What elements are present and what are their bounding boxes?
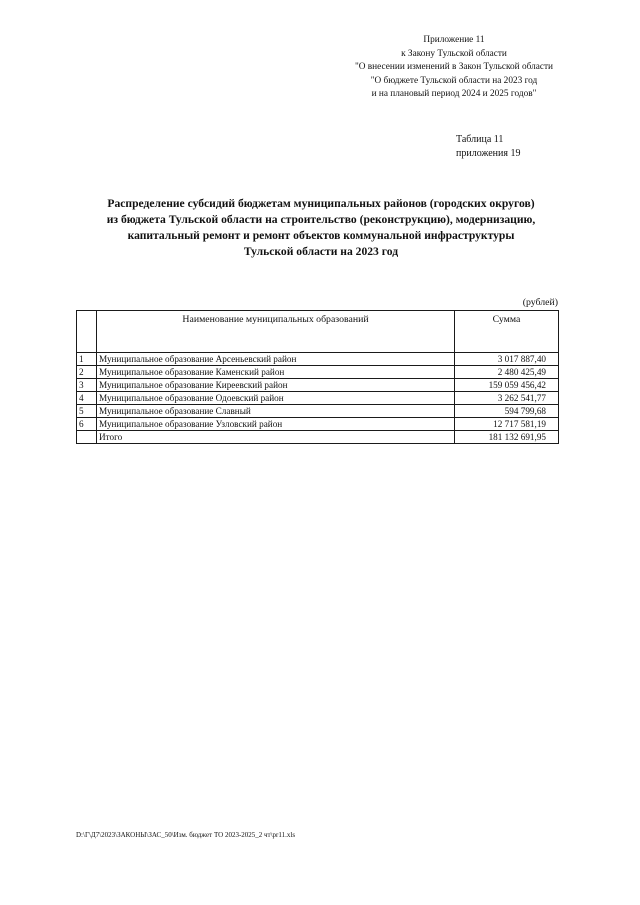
total-amount: 181 132 691,95 [455,431,559,444]
table-row [77,418,559,431]
table-header-row [77,311,559,353]
table-reference-line: приложения 19 [456,148,521,159]
row-name: Муниципальное образование Одоевский район [97,392,455,405]
table-reference-line: Таблица 11 [456,134,504,145]
appendix-header [330,34,578,102]
table-reference [456,133,546,161]
row-amount: 2 480 425,49 [455,366,559,379]
row-number: 6 [77,418,97,431]
row-number: 4 [77,392,97,405]
document-title-line: из бюджета Тульской области на строительство (реконструкцию), модернизацию, [106,213,536,226]
table-total-row [77,431,559,444]
total-number [77,431,97,444]
total-label: Итого [97,431,455,444]
row-number: 3 [77,379,97,392]
row-name: Муниципальное образование Киреевский район [97,379,455,392]
row-number: 1 [77,353,97,366]
table-row [77,366,559,379]
subsidy-table [76,310,559,444]
row-amount: 3 262 541,77 [455,392,559,405]
row-amount: 3 017 887,40 [455,353,559,366]
column-header-name: Наименование муниципальных образований [97,311,455,353]
row-name: Муниципальное образование Славный [97,405,455,418]
document-title-line: Тульской области на 2023 год [243,245,399,258]
document-title [66,196,576,260]
table-row [77,353,559,366]
document-title-line: капитальный ремонт и ремонт объектов коммунальной инфраструктуры [127,229,515,242]
appendix-header-line: "О бюджете Тульской области на 2023 год [370,75,538,86]
row-amount: 594 799,68 [455,405,559,418]
row-amount: 159 059 456,42 [455,379,559,392]
table-row [77,379,559,392]
appendix-header-line: и на плановый период 2024 и 2025 годов" [371,89,537,99]
row-amount: 12 717 581,19 [455,418,559,431]
appendix-header-line: Приложение 11 [423,35,485,45]
row-name: Муниципальное образование Каменский район [97,366,455,379]
document-title-line: Распределение субсидий бюджетам муниципальных районов (городских округов) [107,197,535,210]
appendix-header-line: к Закону Тульской области [401,48,507,59]
row-number: 5 [77,405,97,418]
row-name: Муниципальное образование Узловский район [97,418,455,431]
table-row [77,392,559,405]
row-name: Муниципальное образование Арсеньевский район [97,353,455,366]
units-label: (рублей) [522,297,558,308]
table-row [77,405,559,418]
column-header-number [77,311,97,353]
appendix-header-line: "О внесении изменений в Закон Тульской области [354,62,554,72]
column-header-amount: Сумма [455,311,559,353]
file-path-footer: D:\Г\Д7\2023\ЗАКОНЫ\ЗАС_50\Изм. бюджет ТО 2023-2025_2 чт\pr11.xls [76,831,296,839]
row-number: 2 [77,366,97,379]
